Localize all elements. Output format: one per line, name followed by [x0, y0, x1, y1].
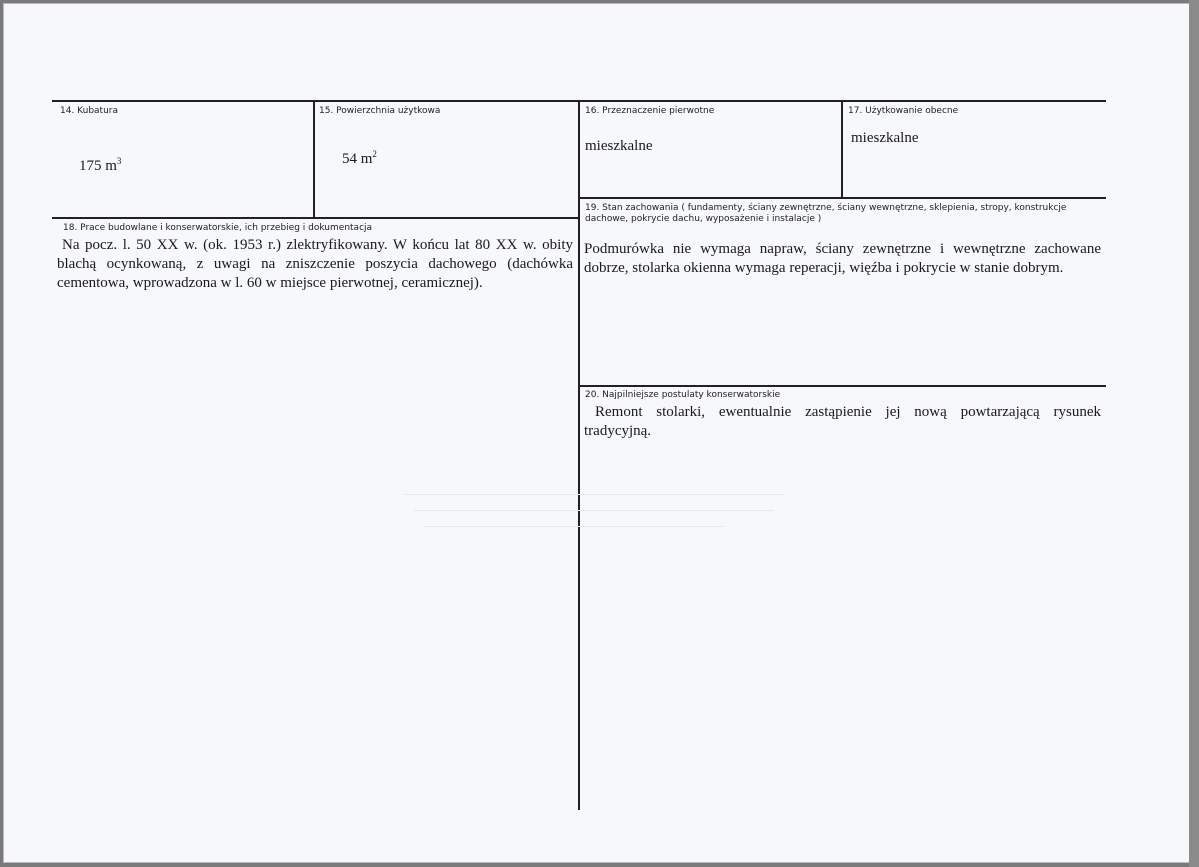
scan-artifact — [414, 510, 774, 511]
field-15-value — [342, 150, 377, 169]
divider-14-15 — [313, 100, 315, 218]
rule-above-18 — [52, 217, 579, 219]
rule-under-16-17 — [579, 197, 1106, 199]
divider-16-17 — [841, 100, 843, 198]
field-14-value-text: 175 m — [79, 158, 117, 174]
field-14-exponent: 3 — [116, 156, 122, 166]
rule-above-20 — [579, 385, 1106, 387]
field-16-label: 16. Przeznaczenie pierwotne — [585, 106, 715, 116]
field-20-text: Remont stolarki, ewentualnie zastąpienie jej nową powtarzającą rysunek tradycyjną. — [584, 404, 1101, 439]
field-16-value: mieszkalne — [585, 138, 653, 154]
field-15-value-text: 54 m — [342, 151, 373, 167]
scan-artifact — [404, 494, 784, 495]
field-19-label: 19. Stan zachowania ( fundamenty, ściany zewnętrzne, ściany wewnętrzne, sklepienia, stropy, konstrukcje dachowe, pokrycie dachu, wyposażenie i instalacje ) — [585, 203, 1067, 224]
scan-border — [1189, 0, 1199, 867]
field-20-label: 20. Najpilniejsze postulaty konserwatorskie — [585, 390, 781, 400]
scan-artifact — [424, 526, 724, 527]
field-18-text: Na pocz. l. 50 XX w. (ok. 1953 r.) zlektryfikowany. W końcu lat 80 XX w. obity blachą ocynkowaną, z uwagi na zniszczenie poszycia dachowego (dachówka cementowa, wprowadzona w l. 60 w miejsce pierwotnej, ceramicznej). — [57, 237, 573, 291]
field-14-label: 14. Kubatura — [60, 106, 119, 116]
divider-main — [578, 100, 580, 810]
field-19-text: Podmurówka nie wymaga napraw, ściany zewnętrzne i wewnętrzne zachowane dobrze, stolarka okienna wymaga reperacji, więźba i pokrycie w stanie dobrym. — [584, 241, 1101, 276]
field-15-label: 15. Powierzchnia użytkowa — [319, 106, 441, 116]
field-17-value: mieszkalne — [851, 130, 919, 146]
form-sheet — [3, 3, 1191, 863]
field-14-value — [79, 157, 121, 176]
field-18-label: 18. Prace budowlane i konserwatorskie, ich przebieg i dokumentacja — [63, 223, 373, 233]
field-17-label: 17. Użytkowanie obecne — [848, 106, 959, 116]
field-15-exponent: 2 — [372, 149, 377, 159]
